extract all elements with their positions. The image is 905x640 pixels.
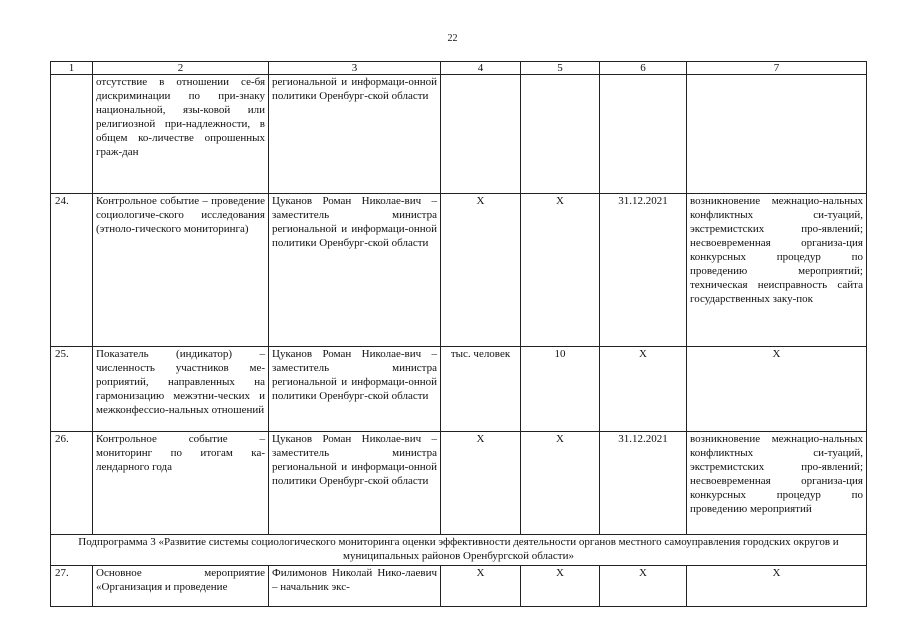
event-description-cell: отсутствие в отношении се-бя дискриминации по при-знаку национальной, язы-ковой или религиозной при-надлежности, в общем ко-личестве опрошенных граж-дан (93, 75, 269, 194)
subprogram-heading: Подпрограмма 3 «Развитие системы социологического мониторинга оценки эффективности деятельности органов местного самоуправления городских округов и муниципальных районов Оренбургской области» (51, 535, 867, 566)
date-cell: X (600, 566, 687, 607)
unit-cell: X (441, 432, 521, 535)
column-number-header: 3 (269, 62, 441, 75)
column-number-header: 4 (441, 62, 521, 75)
column-number-header: 6 (600, 62, 687, 75)
table-row-27 (51, 566, 867, 607)
risk-cell: возникновение межнацио-нальных конфликтных си-туаций, экстремистских про-явлений; несвоевременная организа-ция конкурсных процедур по проведению мероприятий (687, 432, 867, 535)
risk-cell (687, 75, 867, 194)
responsible-person-cell: Филимонов Николай Нико-лаевич – начальник экс- (269, 566, 441, 607)
date-cell: 31.12.2021 (600, 194, 687, 347)
row-number-cell: 24. (51, 194, 93, 347)
responsible-person-cell: Цуканов Роман Николае-вич – заместитель министра региональной и информаци-онной политики Оренбург-ской области (269, 432, 441, 535)
event-description-cell: Контрольное событие – проведение социологиче-ского исследования (этноло-гического мониторинга) (93, 194, 269, 347)
table-row-26 (51, 432, 867, 535)
value-cell: 10 (521, 347, 600, 432)
value-cell (521, 75, 600, 194)
event-description-cell: Контрольное событие – мониторинг по итогам ка-лендарного года (93, 432, 269, 535)
responsible-person-cell: Цуканов Роман Николае-вич – заместитель министра региональной и информаци-онной политики Оренбург-ской области (269, 194, 441, 347)
plan-table (50, 61, 867, 607)
unit-cell: тыс. человек (441, 347, 521, 432)
table-row-continuation (51, 75, 867, 194)
table-row-24 (51, 194, 867, 347)
row-number-cell: 25. (51, 347, 93, 432)
unit-cell (441, 75, 521, 194)
column-number-header: 5 (521, 62, 600, 75)
unit-cell: X (441, 566, 521, 607)
risk-cell: X (687, 566, 867, 607)
value-cell: X (521, 194, 600, 347)
value-cell: X (521, 566, 600, 607)
date-cell: X (600, 347, 687, 432)
risk-cell: X (687, 347, 867, 432)
column-number-header: 7 (687, 62, 867, 75)
table-row-25 (51, 347, 867, 432)
responsible-person-cell: Цуканов Роман Николае-вич – заместитель министра региональной и информаци-онной политики Оренбург-ской области (269, 347, 441, 432)
column-number-header: 2 (93, 62, 269, 75)
date-cell (600, 75, 687, 194)
table-header-row (51, 62, 867, 75)
column-number-header: 1 (51, 62, 93, 75)
event-description-cell: Основное мероприятие «Организация и проведение (93, 566, 269, 607)
row-number-cell: 27. (51, 566, 93, 607)
page-number: 22 (447, 33, 458, 44)
unit-cell: X (441, 194, 521, 347)
event-description-cell: Показатель (индикатор) – численность участников ме-роприятий, направленных на гармонизацию межэтни-ческих и межконфессио-нальных отношений (93, 347, 269, 432)
subprogram-row (51, 535, 867, 566)
risk-cell: возникновение межнацио-нальных конфликтных си-туаций, экстремистских про-явлений; несвоевременная организа-ция конкурсных процедур по проведению мероприятий; техническая неисправность сайта государственных заку-пок (687, 194, 867, 347)
value-cell: X (521, 432, 600, 535)
responsible-person-cell: региональной и информаци-онной политики Оренбург-ской области (269, 75, 441, 194)
row-number-cell: 26. (51, 432, 93, 535)
row-number-cell (51, 75, 93, 194)
date-cell: 31.12.2021 (600, 432, 687, 535)
